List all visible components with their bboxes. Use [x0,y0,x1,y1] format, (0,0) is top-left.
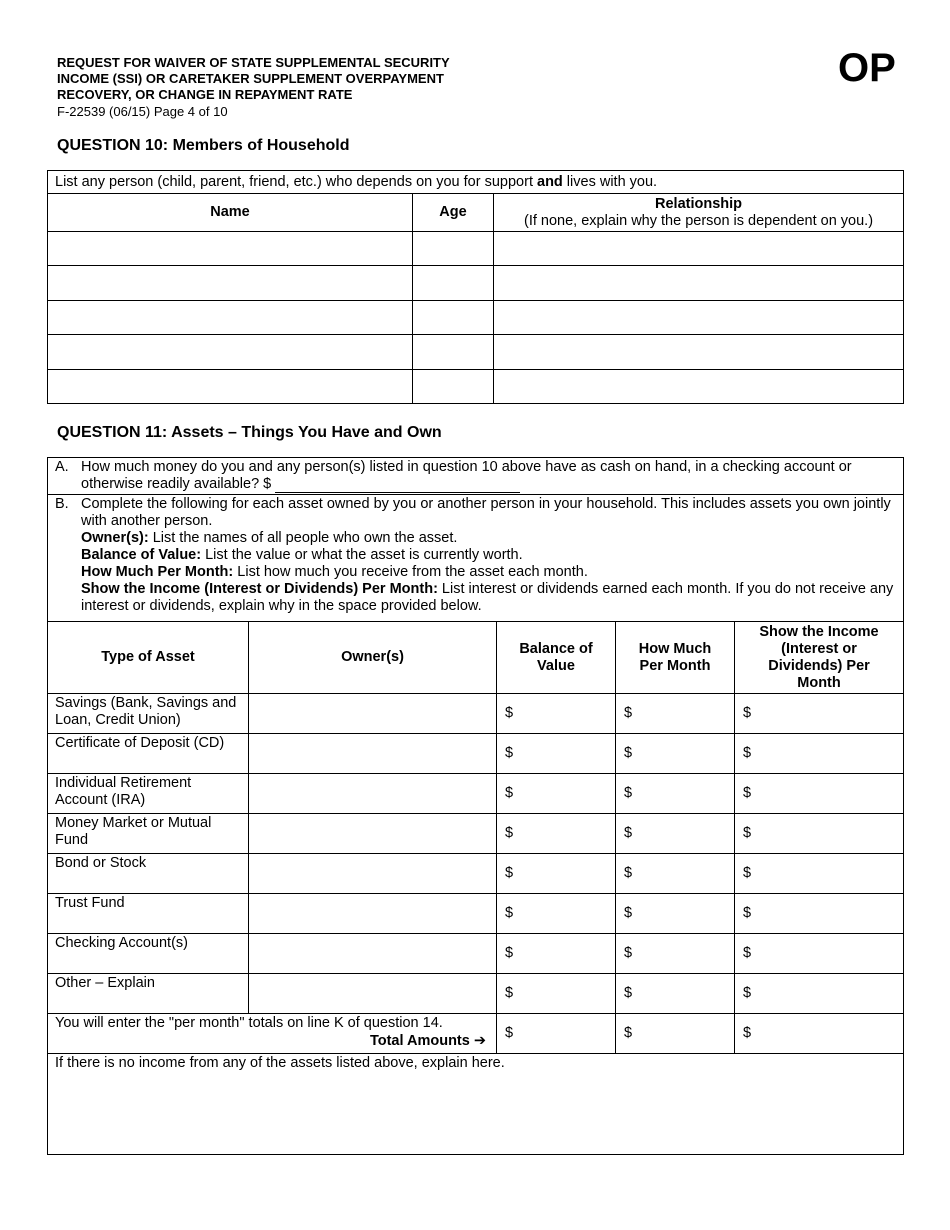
month-field[interactable] [616,854,735,894]
balance-field[interactable] [497,734,616,774]
currency-symbol: $ [743,825,752,841]
owner-field[interactable] [249,694,497,734]
form-title-line: REQUEST FOR WAIVER OF STATE SUPPLEMENTAL SECURITY [57,55,450,70]
q11-heading: QUESTION 11: Assets – Things You Have and Own [57,424,442,441]
name-field[interactable] [48,370,413,404]
asset-type: Money Market or Mutual Fund [48,814,249,854]
age-field[interactable] [413,301,494,335]
table-row [48,734,904,774]
cash-amount-field[interactable] [275,478,520,493]
total-balance-field[interactable] [497,1014,616,1054]
relationship-field[interactable] [494,266,904,301]
currency-symbol: $ [743,745,752,761]
name-field[interactable] [48,335,413,370]
currency-symbol: $ [624,1025,633,1041]
relationship-field[interactable] [494,232,904,266]
asset-rows [48,694,904,1014]
asset-type: Individual Retirement Account (IRA) [48,774,249,814]
table-row [48,974,904,1014]
owner-field[interactable] [249,854,497,894]
name-field[interactable] [48,266,413,301]
table-row [48,934,904,974]
item-label-b: B. [55,496,69,512]
no-income-field[interactable] [48,1073,903,1075]
asset-type: Bond or Stock [48,854,249,894]
month-field[interactable] [616,734,735,774]
currency-symbol: $ [624,985,633,1001]
total-month-field[interactable] [616,1014,735,1054]
currency-symbol: $ [505,1025,514,1041]
age-field[interactable] [413,266,494,301]
table-row [48,370,904,404]
currency-symbol: $ [624,745,633,761]
month-desc: List how much you receive from the asset each month. [233,564,588,580]
currency-symbol: $ [624,865,633,881]
owner-field[interactable] [249,814,497,854]
month-field[interactable] [616,694,735,734]
form-title [57,55,577,103]
currency-symbol: $ [743,785,752,801]
currency-symbol: $ [505,825,514,841]
form-title-line: INCOME (SSI) OR CARETAKER SUPPLEMENT OVERPAYMENT [57,71,444,86]
month-field[interactable] [616,774,735,814]
balance-desc: List the value or what the asset is currently worth. [201,547,523,563]
balance-field[interactable] [497,974,616,1014]
month-field[interactable] [616,894,735,934]
relationship-field[interactable] [494,370,904,404]
table-row [48,335,904,370]
currency-symbol: $ [505,865,514,881]
income-field[interactable] [735,974,904,1014]
currency-symbol: $ [624,705,633,721]
totals-row [48,1014,904,1054]
asset-instructions [48,495,904,622]
currency-symbol: $ [743,865,752,881]
currency-symbol: $ [624,945,633,961]
age-field[interactable] [413,370,494,404]
age-field[interactable] [413,232,494,266]
form-title-line: RECOVERY, OR CHANGE IN REPAYMENT RATE [57,87,353,102]
owner-term: Owner(s): [81,530,149,546]
totals-note: You will enter the "per month" totals on line K of question 14. [55,1015,443,1031]
asset-type: Savings (Bank, Savings and Loan, Credit Union) [48,694,249,734]
income-term: Show the Income (Interest or Dividends) Per Month: [81,581,438,597]
col-header-owner: Owner(s) [249,622,497,694]
currency-symbol: $ [743,905,752,921]
currency-symbol: $ [624,905,633,921]
income-field[interactable] [735,774,904,814]
balance-field[interactable] [497,774,616,814]
relationship-field[interactable] [494,335,904,370]
asset-type: Certificate of Deposit (CD) [48,734,249,774]
balance-field[interactable] [497,894,616,934]
balance-field[interactable] [497,934,616,974]
table-row [48,301,904,335]
owner-field[interactable] [249,734,497,774]
instruction-text-end: lives with you. [562,173,658,190]
cash-question-text: How much money do you and any person(s) listed in question 10 above have as cash on hand, in a checking account or otherwise readily available? $ [81,459,852,492]
owner-desc: List the names of all people who own the asset. [148,530,458,546]
table-row [48,266,904,301]
asset-type: Trust Fund [48,894,249,934]
currency-symbol: $ [743,705,752,721]
asset-type: Checking Account(s) [48,934,249,974]
household-table [47,170,904,404]
income-field[interactable] [735,734,904,774]
month-field[interactable] [616,934,735,974]
asset-intro: Complete the following for each asset owned by you or another person in your household. This includes assets you own jointly with another person. [81,496,891,529]
asset-type: Other – Explain [48,974,249,1014]
totals-cell [48,1014,497,1054]
table-row [48,894,904,934]
owner-field[interactable] [249,774,497,814]
col-header-type: Type of Asset [48,622,249,694]
form-code: OP [838,46,896,90]
relationship-field[interactable] [494,301,904,335]
month-term: How Much Per Month: [81,564,234,580]
currency-symbol: $ [624,825,633,841]
income-field[interactable] [735,854,904,894]
owner-field[interactable] [249,934,497,974]
balance-field[interactable] [497,814,616,854]
total-income-field[interactable] [735,1014,904,1054]
income-field[interactable] [735,814,904,854]
col-header-month: How Much Per Month [616,622,735,694]
balance-field[interactable] [497,694,616,734]
balance-instruction [81,547,896,564]
currency-symbol: $ [624,785,633,801]
assets-table [47,457,904,1155]
totals-label: Total Amounts ➔ [369,1033,486,1049]
table-row [48,814,904,854]
month-field[interactable] [616,814,735,854]
instruction-text: List any person (child, parent, friend, etc.) who depends on you for support [55,173,537,190]
table-row [48,854,904,894]
owner-field[interactable] [249,894,497,934]
month-instruction [81,564,896,581]
income-field[interactable] [735,694,904,734]
household-instruction [48,171,904,194]
age-field[interactable] [413,335,494,370]
table-row [48,694,904,734]
cash-on-hand-question [48,458,904,495]
table-row [48,774,904,814]
balance-field[interactable] [497,854,616,894]
currency-symbol: $ [505,745,514,761]
relationship-label: Relationship [655,195,743,212]
col-header-balance: Balance of Value [497,622,616,694]
col-header-income: Show the Income (Interest or Dividends) Per Month [735,622,904,694]
col-header-relationship [494,194,904,232]
name-field[interactable] [48,232,413,266]
item-label-a: A. [55,459,69,475]
currency-symbol: $ [743,985,752,1001]
relationship-note: (If none, explain why the person is dependent on you.) [523,212,874,229]
currency-symbol: $ [505,705,514,721]
balance-term: Balance of Value: [81,547,202,563]
income-desc: List interest or dividends earned each month. If you do not receive any interest or dividends, explain why in the space provided below. [81,581,894,614]
no-income-explanation[interactable] [48,1054,904,1155]
currency-symbol: $ [505,905,514,921]
income-field[interactable] [735,934,904,974]
no-income-text: If there is no income from any of the assets listed above, explain here. [55,1055,505,1071]
col-header-age: Age [413,194,494,232]
month-field[interactable] [616,974,735,1014]
currency-symbol: $ [505,785,514,801]
currency-symbol: $ [505,985,514,1001]
owner-field[interactable] [249,974,497,1014]
currency-symbol: $ [743,945,752,961]
form-id: F-22539 (06/15) Page 4 of 10 [57,104,228,119]
income-instruction [81,581,896,615]
instruction-bold: and [537,173,563,190]
q10-heading: QUESTION 10: Members of Household [57,137,350,154]
owner-instruction [81,530,896,547]
table-row [48,232,904,266]
name-field[interactable] [48,301,413,335]
currency-symbol: $ [505,945,514,961]
income-field[interactable] [735,894,904,934]
currency-symbol: $ [743,1025,752,1041]
col-header-name: Name [48,194,413,232]
